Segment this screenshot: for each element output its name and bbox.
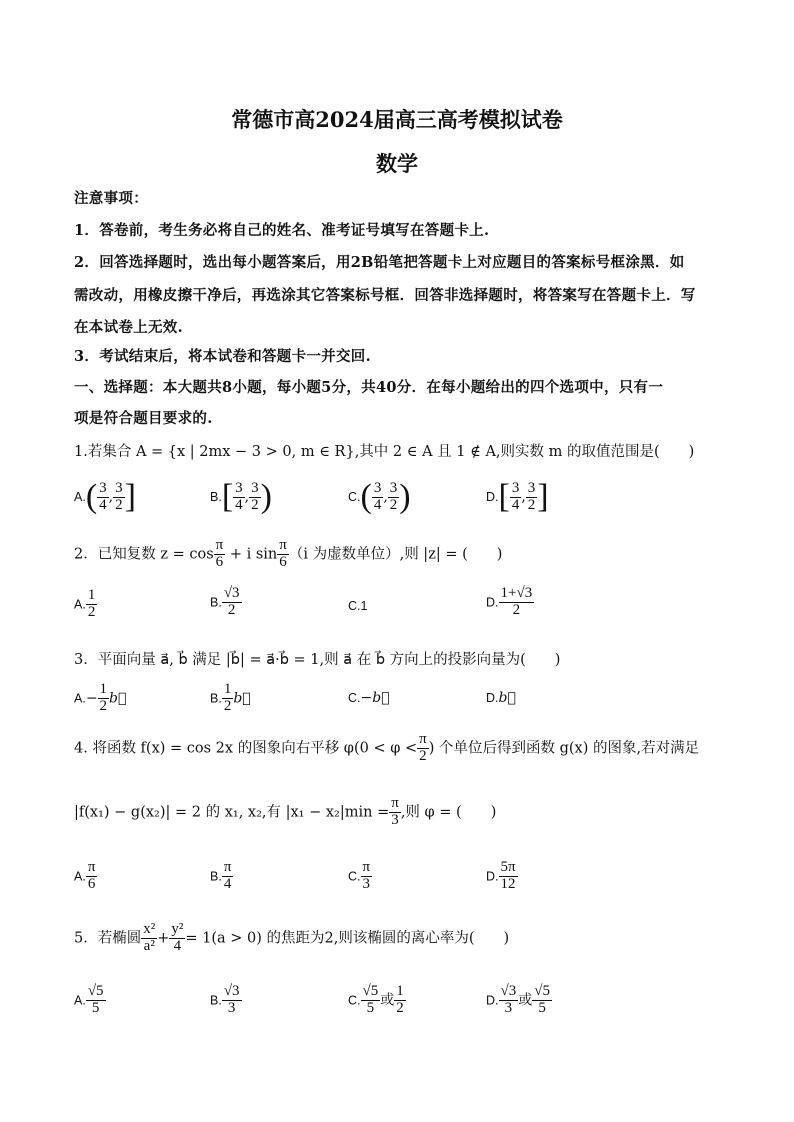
fraction [389, 796, 401, 829]
denominator: 3 [227, 999, 236, 1016]
fraction [86, 984, 106, 1017]
fraction [499, 586, 535, 619]
denominator: 2 [115, 496, 123, 513]
numerator: 3 [99, 479, 107, 496]
fraction [361, 860, 373, 893]
vector-b: b⃗ [233, 690, 251, 707]
option-label: D. [486, 993, 499, 1008]
q1-option-d: D.[ $\frac{3}{4}$ , $\frac{3}{2}$ ] [486, 478, 549, 515]
numerator: √3 [223, 983, 240, 999]
option-label: C. [348, 993, 361, 1008]
question-4-line-1 [74, 732, 699, 765]
option-label: B. [210, 691, 222, 706]
q5-option-a [74, 984, 106, 1017]
numerator: π [362, 859, 371, 875]
denominator: 2 [512, 601, 521, 618]
q5-option-d [486, 984, 552, 1017]
bracket-open: [ [221, 478, 234, 515]
q3-option-d [486, 690, 516, 706]
numerator: 1 [87, 587, 96, 603]
option-label: C. [348, 490, 361, 504]
q2-text-suffix: （i 为虚数单位）,则 |z| = ( ) [288, 546, 503, 563]
q1-option-a: A.( $\frac{3}{4}$ , $\frac{3}{2}$ ] [74, 478, 136, 515]
q4-option-c [348, 860, 372, 893]
numerator: 3 [235, 479, 243, 496]
notice-item-2-line-3: 在本试卷上无效. [74, 319, 183, 336]
q4-option-b [210, 860, 233, 893]
numerator: 1 [99, 681, 108, 697]
fraction [277, 538, 289, 571]
fraction [98, 682, 110, 715]
option-label: D. [486, 490, 499, 504]
denominator: 5 [538, 999, 546, 1016]
denominator: 2 [389, 496, 398, 513]
option-label: B. [210, 490, 222, 504]
numerator: y² [171, 921, 184, 937]
notice-item-2-line-1: 2．回答选择题时，选出每小题答案后，用2B铅笔把答题卡上对应题目的答案标号框涂黑．如 [74, 254, 685, 271]
q2-option-d [486, 586, 534, 619]
denominator: 3 [504, 999, 513, 1016]
numerator: 3 [115, 479, 123, 496]
q1-option-b: B.[ $\frac{3}{4}$ , $\frac{3}{2}$ ) [210, 478, 272, 515]
fraction [222, 860, 234, 893]
numerator: π [419, 731, 427, 747]
or-word: 或 [380, 992, 395, 1009]
option-label: C. [348, 691, 361, 705]
option-label: D. [486, 691, 499, 705]
fraction [510, 481, 522, 514]
denominator: 2 [527, 496, 536, 513]
numerator: 3 [527, 479, 536, 496]
option-label: A. [74, 691, 86, 706]
denominator: 4 [235, 496, 243, 513]
option-value: b⃗ [498, 690, 516, 706]
fraction [417, 732, 429, 765]
numerator: 5π [500, 859, 516, 875]
denominator: 4 [173, 937, 182, 954]
question-3: 3．平面向量 a⃗, b⃗ 满足 |b⃗| = a⃗·b⃗ = 1,则 a⃗ 在 b⃗ 方向上的投影向量为( ) [74, 652, 561, 668]
fraction [532, 984, 552, 1017]
notice-item-2-line-2: 需改动，用橡皮擦干净后，再选涂其它答案标号框．回答非选择题时，将答案写在答题卡上．写 [74, 287, 696, 304]
numerator: π [223, 859, 232, 875]
q4-text-a: 4. 将函数 f(x) = cos 2x 的图象向右平移 φ(0 < φ < [74, 740, 418, 757]
denominator: 4 [223, 875, 232, 892]
denominator: 6 [87, 875, 96, 892]
numerator: 1 [223, 681, 232, 697]
fraction [499, 860, 518, 893]
denominator: 3 [362, 875, 371, 892]
denominator: 5 [366, 999, 375, 1016]
plus-sign: + [157, 930, 170, 947]
option-label: B. [210, 869, 222, 884]
option-label: B. [210, 595, 222, 610]
fraction [86, 588, 98, 621]
numerator: 3 [373, 479, 382, 496]
numerator: √3 [223, 585, 240, 601]
q4-option-a [74, 860, 97, 893]
fraction [499, 984, 519, 1017]
denominator: 2 [223, 697, 232, 714]
denominator: 2 [227, 601, 236, 618]
option-label: C. [348, 869, 361, 884]
fraction [169, 922, 185, 955]
denominator: 4 [373, 496, 382, 513]
question-5 [74, 922, 509, 955]
q3-option-b [210, 682, 251, 715]
denominator: 4 [511, 496, 520, 513]
bracket-open: [ [498, 478, 510, 515]
numerator: π [391, 795, 399, 811]
bracket-close: ] [537, 478, 549, 515]
q5-text-suffix: = 1(a > 0) 的焦距为2,则该椭圆的离心率为( ) [185, 930, 510, 947]
option-label: D. [486, 595, 499, 610]
q4-text-b: ) 个单位后得到函数 g(x) 的图象,若对满足 [428, 740, 700, 757]
numerator: √5 [362, 983, 379, 999]
numerator: 3 [251, 479, 259, 496]
fraction [394, 984, 406, 1017]
denominator: 4 [99, 496, 107, 513]
bracket-open: ( [360, 478, 372, 515]
question-1: 1.若集合 A = {x | 2mx − 3 > 0, m ∈ R},其中 2 ∈ A 且 1 ∉ A,则实数 m 的取值范围是( ) [74, 444, 695, 460]
bracket-close: ) [399, 478, 411, 515]
q3-option-c [348, 690, 390, 706]
page-subtitle: 数学 [376, 151, 418, 176]
option-label: D. [486, 869, 499, 884]
question-4-line-2 [74, 796, 496, 829]
denominator: 2 [396, 999, 404, 1016]
denominator: 2 [419, 747, 427, 764]
fraction [526, 481, 538, 514]
bracket-open: ( [85, 478, 98, 515]
option-label: A. [74, 869, 86, 884]
q4-option-d [486, 860, 518, 893]
numerator: 3 [511, 479, 520, 496]
minus-sign: − [85, 690, 98, 707]
denominator: 2 [99, 697, 108, 714]
notice-heading: 注意事项： [74, 190, 148, 207]
q5-option-c [348, 984, 406, 1017]
q4-text-c: |f(x₁) − g(x₂)| = 2 的 x₁, x₂,有 |x₁ − x₂|min = [74, 804, 390, 821]
q2-option-b [210, 586, 242, 619]
fraction [97, 481, 109, 514]
question-2 [74, 538, 502, 571]
bracket-close: ] [124, 478, 136, 515]
fraction [372, 481, 384, 514]
fraction [113, 481, 125, 514]
denominator: a² [143, 937, 155, 954]
fraction [388, 481, 400, 514]
section-heading-line-1: 一、选择题：本大题共8小题，每小题5分，共40分．在每小题给出的四个选项中，只有一 [74, 379, 664, 396]
numerator: 1+√3 [500, 585, 533, 601]
option-label: A. [74, 490, 86, 504]
denominator: 2 [251, 496, 259, 513]
page-title: 常德市高2024届高三高考模拟试卷 [231, 107, 563, 132]
numerator: π [87, 859, 96, 875]
q3-option-a [74, 682, 126, 715]
numerator: π [215, 537, 224, 553]
denominator: 6 [215, 553, 224, 570]
option-label: B. [210, 993, 222, 1008]
fraction [141, 922, 157, 955]
denominator: 3 [391, 811, 399, 828]
fraction [222, 984, 242, 1017]
numerator: √3 [500, 983, 517, 999]
option-label: C.1 [348, 599, 368, 613]
fraction [233, 481, 245, 514]
fraction [214, 538, 226, 571]
q1-option-c: C.( $\frac{3}{4}$ , $\frac{3}{2}$ ) [348, 478, 411, 515]
or-word: 或 [518, 992, 533, 1009]
fraction [222, 586, 242, 619]
q2-option-c [348, 598, 367, 614]
q5-option-b [210, 984, 242, 1017]
numerator: x² [143, 921, 156, 937]
fraction [249, 481, 261, 514]
option-label: A. [74, 597, 86, 612]
q2-text-mid: + i sin [225, 546, 278, 563]
numerator: 3 [389, 479, 398, 496]
notice-item-1: 1．答卷前，考生务必将自己的姓名、准考证号填写在答题卡上. [74, 222, 490, 239]
section-heading-line-2: 项是符合题目要求的. [74, 410, 213, 427]
numerator: π [279, 537, 287, 553]
numerator: 1 [396, 983, 404, 999]
fraction [361, 984, 381, 1017]
fraction [86, 860, 98, 893]
notice-item-3: 3．考试结束后，将本试卷和答题卡一并交回. [74, 348, 371, 365]
fraction [222, 682, 234, 715]
q2-text-prefix: 2．已知复数 z = cos [74, 546, 214, 563]
q4-text-d: ,则 φ = ( ) [400, 804, 497, 821]
numerator: √5 [534, 983, 550, 999]
option-label: A. [74, 993, 86, 1008]
denominator: 6 [279, 553, 287, 570]
denominator: 12 [500, 875, 516, 892]
denominator: 5 [91, 999, 100, 1016]
denominator: 2 [87, 603, 96, 620]
bracket-close: ) [260, 478, 272, 515]
option-value: −b⃗ [360, 690, 390, 706]
numerator: √5 [87, 983, 104, 999]
vector-b: b⃗ [109, 690, 127, 707]
q5-text-prefix: 5．若椭圆 [74, 930, 142, 947]
q2-option-a [74, 588, 97, 621]
